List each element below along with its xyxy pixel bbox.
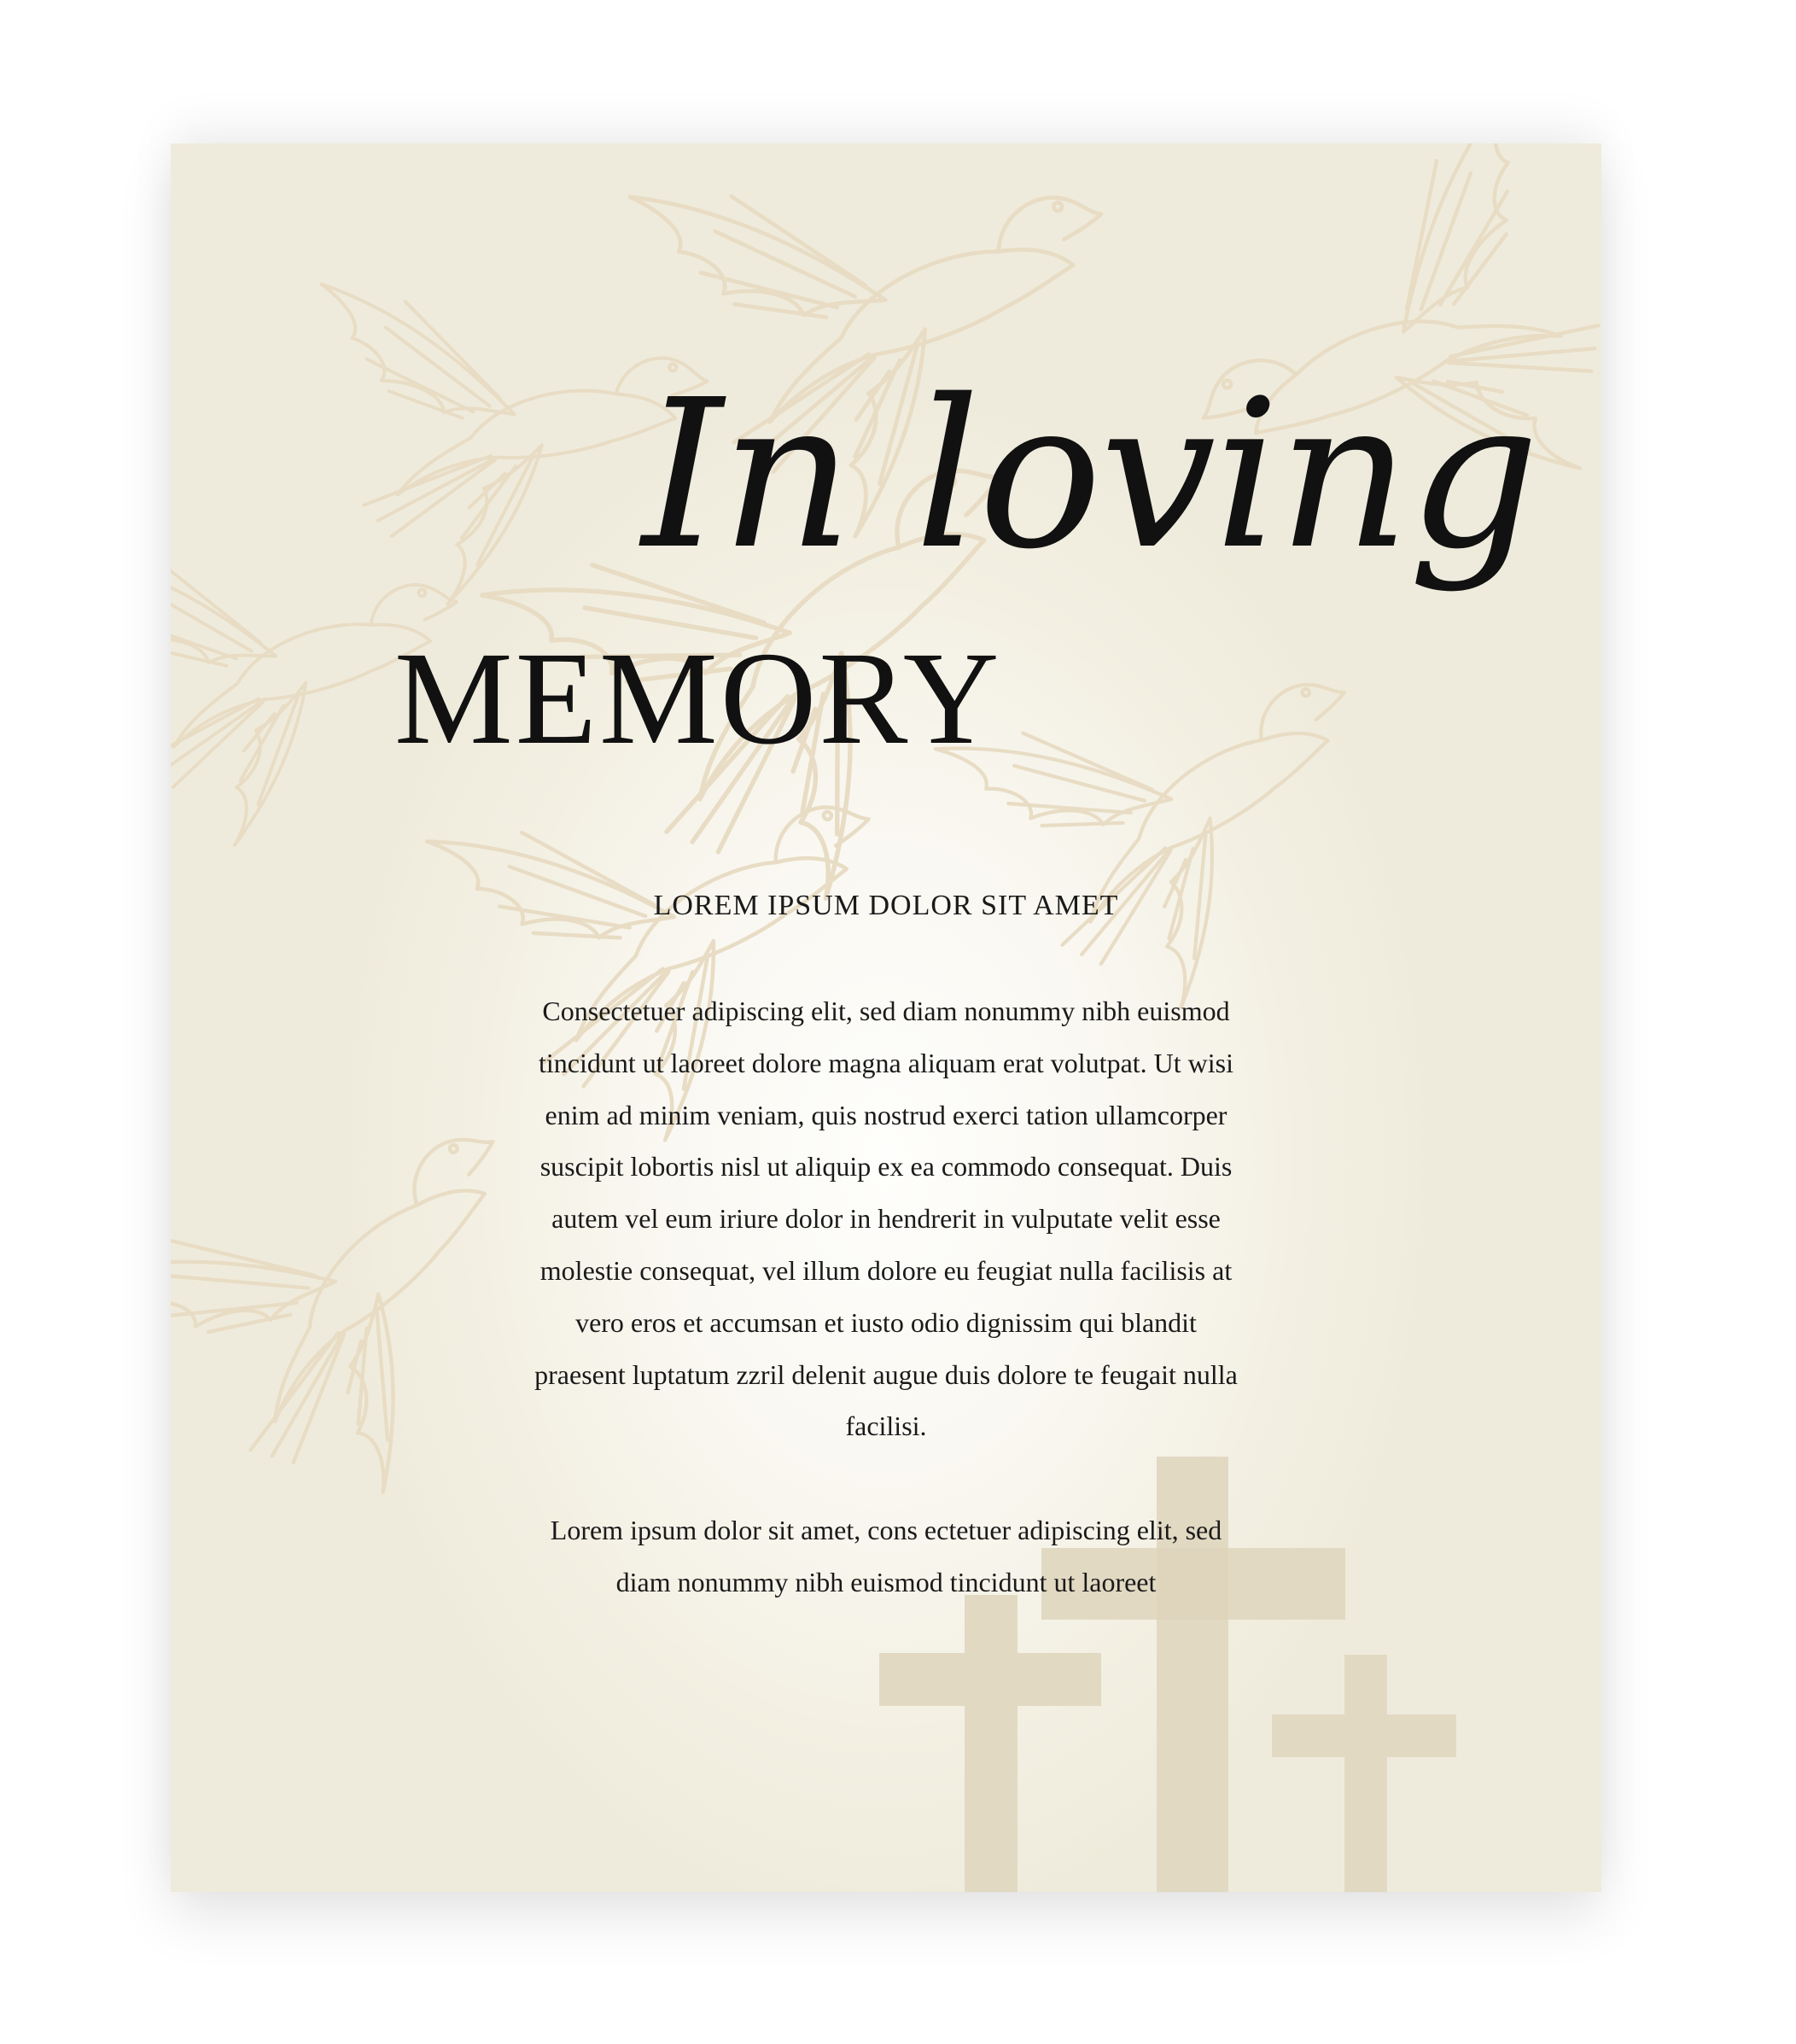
body-line: molestie consequat, vel illum dolore eu feugiat nulla facilisis at xyxy=(539,1254,1233,1286)
cross-icon xyxy=(1344,1655,1387,1892)
heading-caps: MEMORY xyxy=(394,624,1002,772)
memorial-card xyxy=(171,143,1601,1892)
body-line: diam nonummy nibh euismod tincidunt ut laoreet xyxy=(615,1566,1157,1597)
body-line: vero eros et accumsan et iusto odio dignissim qui blandit xyxy=(575,1306,1197,1338)
heading-script: In loving xyxy=(642,355,1538,594)
body-line: Consectetuer adipiscing elit, sed diam nonummy nibh euismod xyxy=(542,996,1230,1026)
body-line: tincidunt ut laoreet dolore magna aliquam erat volutpat. Ut wisi xyxy=(539,1047,1233,1078)
body-line: suscipit lobortis nisl ut aliquip ex ea commodo consequat. Duis xyxy=(539,1151,1233,1183)
paragraph-gap xyxy=(487,1452,1286,1504)
body-line: autem vel eum iriure dolor in hendrerit in vulputate velit esse xyxy=(551,1203,1221,1235)
body-line: Lorem ipsum dolor sit amet, cons ectetuer adipiscing elit, sed xyxy=(550,1514,1222,1545)
body-text xyxy=(487,985,1286,1609)
subtitle: LOREM IPSUM DOLOR SIT AMET xyxy=(653,890,1119,921)
body-line: praesent luptatum zzril delenit augue duis dolore te feugait nulla xyxy=(534,1358,1238,1390)
body-line: enim ad minim veniam, quis nostrud exerci tation ullamcorper xyxy=(545,1099,1227,1130)
body-line: facilisi. xyxy=(845,1410,927,1442)
